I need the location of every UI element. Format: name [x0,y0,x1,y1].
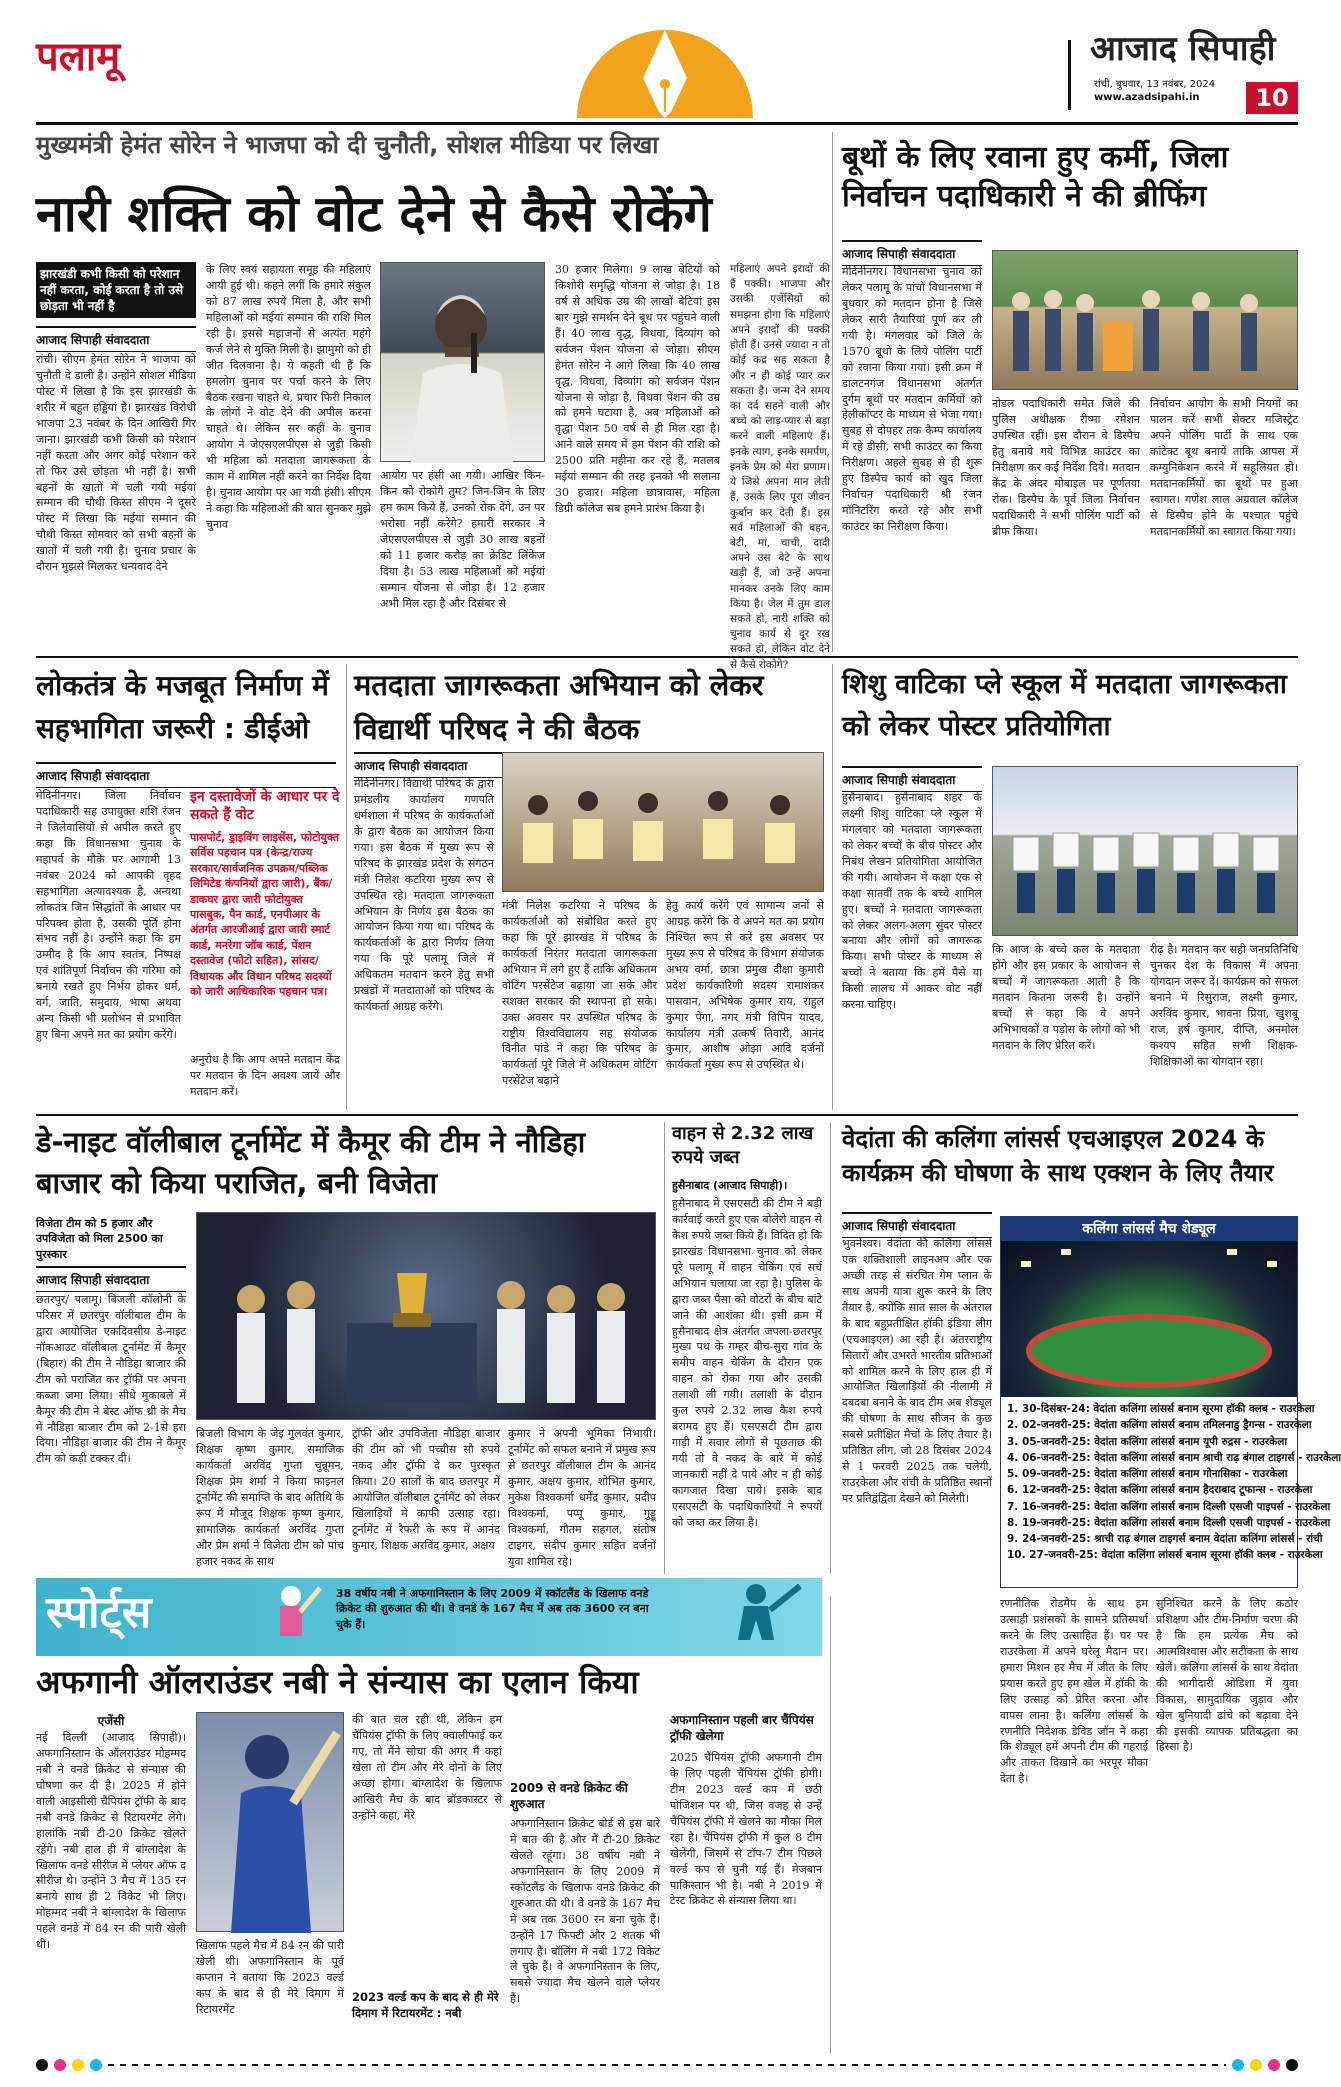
schedule-row: 8. 19-जनवरी-25: वेदांता कलिंगा लांसर्स बनाम दिल्ली एसजी पाइपर्स - राउरकेला [1007,1516,1331,1529]
story1-headline: नारी शक्ति को वोट देने से कैसे रोकेंगे [36,185,712,243]
sports-photo-nabi [196,1712,344,1932]
schedule-row: 10. 27-जनवरी-25: वेदांता कलिंगा लांसर्स बनाम सूरमा हॉकी क्लब - राउरकेला [1007,1549,1323,1562]
paper-name: आजाद सिपाही [1090,29,1276,69]
story8-col2: रणनीतिक रोडमैप के साथ हम उत्साही प्रशंसकों के सामने प्रतिस्पर्धा करने के लिए उत्साहित हैं। घर पर राउरकेला में अपने घरेलू मैदान पर। हमारा मिशन हर मैच में जीत के लिए प्रयास करते हुए हम खेल में हॉकी के लिए उत्साह को प्रेरित करना और वापस लाना है। कलिंगा लांसर्स के रणनीति निदेशक डेविड जॉन ने कहा कि शेड्यूल हमें अपनी टीम की गहराई और ताकत दिखाने का भरपूर मौका देता है। [1000,1597,1148,1786]
story5-col3: रीढ़ है। मतदान कर सही जनप्रतिनिधि चुनकर देश के विकास में अपना योगदान जरूर दें। कार्यक्रम को सफल बनाने में रिसुराज, लक्ष्मी कुमार, अरविंद कुमार, भावना प्रिया, खुशबू राज, हर्ष कुमार, दीप्ति, अनमोल कश्यप सहित सभी शिक्षक-शिक्षिकाओं का योगदान रहा। [1150,943,1298,1068]
sports-col5-head: अफगानिस्तान पहली बार चैंपियंस ट्रॉफी खेलेगा [670,1713,814,1744]
divider [346,664,347,1110]
story6-col1: छतरपुर/ पलामू। बिजली कॉलोनी के परिसर में छतरपुर वॉलीबाल टीम के द्वारा आयोजित एकदिवसीय डे-नाइट नॉकआउट वॉलीबाल टूर्नामेंट में कैमूर (बिहार) की टीम ने नौडिहा बाजार की टीम को पराजित कर ट्रॉफी पर अपना कब्जा जमा लिया। सीधे मुकाबले में कैमूर की टीम ने बेस्ट ऑफ थ्री के मैच में नौडिहा बाजार टीम को 2-1से हरा दिया। नौडिहा बाजार की टीम ने कैमूर टीम को कड़ी टक्कर दी। [36,1293,186,1466]
story5-byline: आजाद सिपाही संवाददाता [842,766,982,792]
story4-photo-meeting [502,752,824,892]
story1-pullquote [36,262,196,318]
story8-col3: सुनिश्चित करने के लिए कठोर प्रशिक्षण और टीम-निर्माण चरण की है कि हम प्रत्येक मैच को आत्मविश्वास और सटीकता के साथ खेलें। कलिंगा लांसर्स के साथ वेदांता की भागीदारी ओडिशा में युवा विकास, सामुदायिक जुड़ाव और खेल बुनियादी ढांचे को बढ़ावा देने की इसकी व्यापक प्रतिबद्धता का हिस्सा है। [1156,1597,1298,1754]
story6-col2: बिजली विभाग के जेइ गुलवंत कुमार, शिक्षक कृष्ण कुमार, समाजिक कार्यकर्ता अरविंद गुप्ता चुन्नूमन, शिक्षक प्रेम शर्मा ने किया फाइनल टूर्नामेंट की समाप्ति के बाद अतिथि के रूप में मौजूद शिक्षक कृष्ण कुमार, सामाजिक कार्यकर्ता अरविंद गुप्ता और प्रेम शर्मा ने विजेता टीम को पांच हजार नकद के साथ [196,1427,344,1568]
divider [830,1596,831,2054]
story5-headline: शिशु वाटिका प्ले स्कूल में मतदाता जागरूकता को लेकर पोस्टर प्रतियोगिता [842,669,1287,742]
row-divider [36,1114,1298,1116]
story2-headline: बूथों के लिए रवाना हुए कर्मी, जिला निर्वाचन पदाधिकारी ने की ब्रीफिंग [842,140,1229,214]
section-title: पलामू [36,34,121,80]
story3-body2: अनुरोध है कि आप अपने मतदान केंद्र पर मतदान के दिन अवश्य जायें और मतदान करें। [190,1053,340,1098]
page-number: 10 [1246,82,1298,114]
story3-callout: इन दस्तावेजों के आधार पर दे सकते हैं वोट [190,789,340,824]
divider [664,1122,665,1574]
story3-headline: लोकतंत्र के मजबूत निर्माण में सहभागिता जरूरी : डीईओ [36,669,329,746]
story1-kicker: मुख्यमंत्री हेमंत सोरेन ने भाजपा को दी चुनौती, सोशल मीडिया पर लिखा [36,131,659,159]
schedule-row: 9. 24-जनवरी-25: श्राची राढ़ बंगाल टाइगर्स बनाम वेदांता कलिंगा लांसर्स - रांची [1007,1533,1323,1546]
divider [832,132,833,652]
story4-col3: हेतु कार्य करेंगे एवं सामान्य जनों से आग्रह करेंगे कि वे अपने मत का प्रयोग निश्चित रूप से करें इस अवसर पर मुख्य रूप से परिषद के विभाग संयोजक अभय वर्मा, छात्रा प्रमुख दीक्षा कुमारी प्रदेश कार्यकारिणी सदस्य रामाशंकर पासवान, अभिषेक कुमार राय, राहुल कुमार पेंगा, नगर मंत्री विपिन यादव, कार्यालय मंत्री उत्कर्ष तिवारी, आनंद कुमार, आशीष ओझा आदि दर्जनों कार्यकर्ता मुख्य रूप से उपस्थित थे। [666,899,824,1072]
story6-col3: ट्रॉफी और उपविजेता नौडिहा बाजार की टीम को भी पच्चीस सौ रुपये नकद और ट्रॉफी दे कर पुरस्कृत किया। 20 सालों के बाद छतरपुर में आयोजित वॉलीबाल टूर्नामेंट को लेकर खिलाड़ियों में काफी उत्साह रहा। टूर्नामेंट में रैफरी के रूप में आनंद कुमार, शिक्षक अरविंद कुमार, अक्षय [352,1427,500,1552]
batsman-silhouette-icon [696,1580,816,1654]
sports-headline: अफगानी ऑलराउंडर नबी ने संन्यास का एलान किया [36,1663,639,1701]
story1-pullquote-text: झारखंडी कभी किसी को परेशान नहीं करता, कोई करता है तो उसे छोड़ता भी नहीं है [40,267,184,314]
story8-col1: भुवनेश्वर। वेदांता की कलिंगा लांसर्स एक शक्तिशाली लाइनअप और एक अच्छी तरह से संरचित गेम प्लान के साथ अपनी यात्रा शुरू करने के लिए तैयार है, क्योंकि सात साल के अंतराल के बाद बहुप्रतीक्षित हॉकी इंडिया लीग (एचआइएल) आ रही है। अंतरराष्ट्रीय सितारों और उभरते भारतीय प्रतिभाओं को शामिल करने के लिए हाल ही में आयोजित खिलाड़ियों की नीलामी में दबदबा बनाने के बाद टीम अब शेड्यूल की घोषणा के साथ सीजन के कुछ सबसे प्रतीक्षित मैचों के लिए तैयार है। प्रतिष्ठित लीग, जो 28 दिसंबर 2024 से 1 फरवरी 2025 तक चलेगी, राउरकेला और रांची के प्रतिष्ठित स्थानों पर प्रतिद्वंद्विता देखने को मिलेगी। [842,1237,992,1505]
story6-byline: आजाद सिपाही संवाददाता [36,1266,186,1292]
schedule-row: 2. 02-जनवरी-25: वेदांता कलिंगा लांसर्स बनाम तमिलनाडु ड्रैगन्स - राउरकेला [1007,1419,1312,1432]
sports-col5: 2025 चैंपियंस ट्रॉफी अफगानी टीम के लिए पहली चैंपियंस ट्रॉफी होगी। टीम 2023 वर्ल्ड कप में छठी पोजिशन पर थी, जिस वजह से उन्हें चैंपियंस ट्रॉफी में खेलने का मौका मिल रहा है। चैंपियंस ट्रॉफी में कुल 8 टीम खेलेंगी, जिसमें से टॉप-7 टीम पिछले वर्ल्ड कप से चुनी गई हैं। मेजबान पाकिस्तान भी है। नबी ने 2019 में टेस्ट क्रिकेट से संन्यास लिया था। [670,1751,822,1908]
story6-col4: कुमार ने अपनी भूमिका निभायी। टूर्नामेंट को सफल बनाने में प्रमुख रूप से छतरपुर वॉलीबाल टीम के आनंद कुमार, अक्षय कुमार, शोभित कुमार, मुकेश विश्वकर्मा धर्मेंद्र कुमार, प्रदीप विश्वकर्मा, पप्पू कुमार, गुड्डू विश्वकर्मा, गौतम सहगल, संतोष टाइगर, संदीप कुमार सहित दर्जनों युवा शामिल रहे। [508,1427,656,1568]
story6-headline: डे-नाइट वॉलीबाल टूर्नामेंट में कैमूर की टीम ने नौडिहा बाजार को किया पराजित, बनी विजेता [36,1125,586,1201]
story1-col3: आयोग पर हंसी आ गयी। आखिर किन-किन को रोकोगे तुम? जिन-जिन के लिए हम काम किये हैं, उनको रोक देंगे, उन पर भरोसा नहीं करेंगे? हमारी सरकार ने जेएसएलपीएस से जुड़ी 30 लाख बहनों को 11 हजार करोड़ का क्रेडिट लिंकेज दिया है। 53 लाख महिलाओं को मईयां सम्मान योजना से जोड़ा है। 12 हजार अभी मिल रहा है और दिसंबर से [380,469,545,610]
sports-teaser: 38 वर्षीय नबी ने अफगानिस्तान के लिए 2009 में स्कॉटलैंड के खिलाफ वनडे क्रिकेट की शुरुआत की थी। वे वनडे के 167 मैच में अब तक 3600 रन बना चुके हैं। [336,1587,649,1631]
story1-col2: के लिए स्वयं सहायता समूह की महिलाएं आयी हुई थी। कहने लगीं कि हमारे संकुल को 87 लाख रुपये मिला है, और सभी महिलाओं को मईयां सम्मान की राशि मिल रही है। इससे महाजनों से अत्यंत महंगे कर्ज लेने से मुक्ति मिली है। झामुमो को ही जीत दिलवाना है। ये कहती थी हैं कि हमलोग चुनाव पर पर्चा करने के लिए बैठक रखना चाहते थे, प्रचार फिरी निकाल के लोगों ने वोट देने की अपील करना चाहते थे। लेकिन सर कहीं के चुनाव आयोग ने जेएसएलपीएस से जुड़ी किसी भी महिला को मतदाता जागरूकता के काम में शामिल नहीं करने का निर्देश दिया है। चुनाव आयोग पर आ गयी हंसी। सीएम ने कहा कि महिलाओं की बात सुनकर मुझे चुनाव [206,263,371,531]
sports-col4: अफगानिस्तान क्रिकेट बोर्ड से इस बारे में बात की है और मैं टी-20 क्रिकेट खेलते रहूंगा। 38 वर्षीय नबी ने अफगानिस्तान के लिए 2009 में स्कॉटलैंड के खिलाफ वनडे क्रिकेट की शुरुआत की थी। वे वनडे के 167 मैच में अब तक 3600 रन बना चुके हैं। उन्होंने 17 फिफ्टी और 2 शतक भी लगाए हैं। बॉलिंग में नबी 172 विकेट ले चुके हैं। वे अफगानिस्तान के लिए, सबसे ज्यादा मैच खेलने वाले प्लेयर हैं। [510,1817,660,2006]
story3-docs: पासपोर्ट, ड्राइविंग लाइसेंस, फोटोयुक्त सर्विस पहचान पत्र (केन्द्र/राज्य सरकार/सार्वजनिक उपक्रम/पब्लिक लिमिटेड कंपनियों द्वारा जारी), बैंक/डाकघर द्वारा जारी फोटोयुक्त पासबुक, पैन कार्ड, एनपीआर के अंतर्गत आरजीआई द्वारा जारी स्मार्ट कार्ड, मनरेगा जॉब कार्ड, पेंशन दस्तावेज (फोटो सहित), सांसद/विधायक और विधान परिषद सदस्यों को जारी आधिकारिक पहचान पत्र। [190,831,340,998]
story8-headline: वेदांता की कलिंगा लांसर्स एचआइएल 2024 के कार्यक्रम की घोषणा के साथ एक्शन के लिए तैयार [842,1125,1274,1188]
story4-col1: मेदिनीनगर। विद्यार्थी परिषद के द्वारा प्रमंडलीय कार्यालय गणपति धर्मशाला में परिषद के कार्यकर्ताओं के द्वारा बैठक का आयोजन किया गया। इस बैठक में मुख्य रूप से परिषद के झारखंड प्रदेश के संगठन मंत्री निलेश कटरिया मुख्य रूप से उपस्थित रहे। मतदाता जागरूकता अभियान के निर्णय इस बैठक का आयोजन किया गया था। परिषद के कार्यकर्ताओं के द्वारा निर्णय लिया गया कि पूरे पलामू जिले में अधिकतम मतदान करने हेतु सभी प्रखंडों में मतदाताओं को परिषद के कार्यकर्ता आग्रह करेंगे। [354,777,494,1014]
story5-col1: हुसैनाबाद। हुसैनाबाद शहर के लक्ष्मी शिशु वाटिका प्ले स्कूल में मंगलवार को मतदाता जागरूकता को लेकर बच्चों के बीच पोस्टर और निबंध लेखन प्रतियोगिता आयोजित की गयी। आयोजन में कक्षा एक से कक्षा सातवीं तक के बच्चे शामिल हुए। बच्चों ने मतदाता जागरूकता को लेकर अलग-अलग सुंदर पोस्टर बनाया और लोगों को जागरूक किया। सभी पोस्टर के माध्यम से बच्चों ने बताया कि हमें पैसे या किसी लालच में आकर वोट नहीं करना चाहिए। [842,791,982,1012]
story3-byline: आजाद सिपाही संवाददाता [36,762,336,788]
story8-byline: आजाद सिपाही संवाददाता [842,1212,992,1238]
story8-col1-cont [842,1630,992,2050]
masthead-rule [36,122,1298,125]
story4-col2: मंत्री निलेश कटरिया ने परिषद के कार्यकर्ताओं को संबोधित करते हुए कहा कि पूरे झारखंड में परिषद के कार्यकर्ता निरंतर मतदाता जागरूकता अभियान में लगे हुए हैं ताकि अधिकतम वोटिंग परसेंटेज बढ़ाया जा सके और सशक्त सरकार की स्थापना हो सके। उक्त अवसर पर उपस्थित परिषद के राष्ट्रीय विश्वविद्यालय सह संयोजक विनीत पांडे ने कहा कि परिषद के कार्यकर्ता पूरे जिले में अधिकतम वोटिंग परसेंटेज बढ़ाने [502,899,657,1088]
story7-byline: हुसैनाबाद (आजाद सिपाही)। [672,1179,788,1192]
story6-photo-trophy [196,1212,656,1420]
story2-col1: मेदिनीनगर। विधानसभा चुनाव को लेकर पलामू के पांचों विधानसभा में बुधवार को मतदान होना है जिसे लेकर सारी तैयारियां पूर्ण कर ली गयी है। मंगलवार को जिले के 1570 बूथों के लिये पोलिंग पार्टी को रवाना किया गया। इसी क्रम में डालटनगंज विधानसभा अंतर्गत दुर्गम बूथों पर मतदान कर्मियों को हेलीकॉप्टर के माध्यम से भेजा गया। सुबह से दोपहर तक कैम्प कार्यालय में रहे डीसी, सभी काउंटर का किया निरीक्षण। अहले सुबह से ही शुरू हुए डिस्पैच कार्य को खुद जिला निर्वाचन पदाधिकारी श्री रंजन मॉनिटरिंग करते रहे और सभी काउंटर का निरीक्षण किया। [842,265,982,533]
schedule-row: 3. 05-जनवरी-25: वेदांता कलिंगा लांसर्स बनाम यूपी रुद्रस - राउरकेला [1007,1435,1288,1448]
story3-body1: मेदिनीनगर। जिला निर्वाचन पदाधिकारी सह उपायुक्त शशि रंजन ने जिलेवासियों से अपील करते हुए कहा कि विधानसभा चुनाव के महापर्व के मौके पर आगामी 13 नवंबर 2024 को आपकी वृहद सहभागिता अत्यावश्यक है, अन्यथा लोकतंत्र जिन सिद्धांतों के आधार पर परिपक्व होता है, उसकी पूर्ति होना संभव नहीं है। उन्होंने कहा कि हम उम्मीद है कि आप स्वतंत्र, निष्पक्ष एवं शांतिपूर्ण निर्वाचन की गरिमा को बनाये रखते हुए निर्भय होकर धर्म, वर्ग, जाति, समुदाय, भाषा अथवा अन्य किसी भी प्रलोभन से प्रभावित हुए बिना अपने मत का प्रयोग करेंगे। [36,789,181,1042]
story1-photo-soren [380,262,545,462]
row-divider [36,656,1298,658]
story2-col3: निर्वाचन आयोग के सभी नियमों का पालन करें सभी सेक्टर मजिस्ट्रेट अपने पोलिंग पार्टी के साथ एक कांटेक्ट बूथ बनायें ताकि आपस में कम्युनिकेशन करने में सहूलियत हो। मतदानकर्मियों का बूथों पर हुआ स्वागत। गणेश लाल अग्रवाल कॉलेज से डिस्पैच होने के पश्चात पहुंचे मतदानकर्मियों का स्वागत किया गया। [1150,397,1298,538]
schedule-row: 5. 09-जनवरी-25: वेदांता कलिंगा लांसर्स बनाम गोनासिका - राउरकेला [1007,1468,1288,1481]
sports-banner-title: स्पोर्ट्स [46,1587,152,1638]
schedule-row: 4. 06-जनवरी-25: वेदांता कलिंगा लांसर्स बनाम श्राची राढ़ बंगाल टाइगर्स - राउरकेला [1007,1451,1341,1464]
story8-stadium-photo [1001,1241,1297,1397]
sports-col3: की बात चल रही थी, लेकिन हम चैंपियंस ट्रॉफी के लिए क्वालीफाई कर गए, तो मैंने सोचा की अगर मैं कहां खेला तो टीम और मेरे दोनों के लिए अच्छा होगा। बांग्लादेश के खिलाफ आखिरी मैच के बाद ब्रॉडकास्टर से उन्होंने कहा, मेरे [352,1713,502,1822]
sports-byline: एजेंसी [97,1714,125,1728]
story4-headline: मतदाता जागरूकता अभियान को लेकर विद्यार्थी परिषद ने की बैठक [354,668,764,746]
story2-col2: नोडल पदाधिकारी समेत जिले की पुलिस अधीक्षक रीष्मा रमेशन उपस्थित रहीं। इस दौरान वे डिस्पैच हेतु बनाये गये विभिन्न काउंटर का निरीक्षण कर कई निर्देश दिये। मतदान केंद्र के अंदर मोबाइल पर पूर्णतया रोक। डिस्पैच के पूर्व जिला निर्वाचन पदाधिकारी ने सभी पोलिंग पार्टी को ब्रीफ किया। [992,397,1140,538]
dateline: रांची, बुधवार, 13 नवंबर, 2024 [1094,79,1216,90]
story1-col1: रांची। सीएम हेमंत सोरेन ने भाजपा को चुनौती दे डाली है। उन्होंने सोशल मीडिया पोस्ट में लिखा है कि इस झारखंडी के शरीर में बहुत हड्डियां हैं। झारखंड विरोधी भाजपा 23 नवंबर के दिन आखिरी गिर जाना। झारखंडी कभी किसी को परेशान नहीं करता और अगर कोई परेशान करे तो फिर उसे छोड़ता भी नहीं है। सभी बहनों के खातों में चली गयी मईयां सम्मान की चौथी किस्त सीएम ने दूसरे पोस्ट में लिखा कि मईयां सम्मान की चौथी किस्त सोमवार को सभी बहनों के खातों में चली गयी है। चुनाव प्रचार के दौरान मुझसे मिलकर धन्यवाद देने [36,353,196,574]
story1-byline: आजाद सिपाही संवाददाता [36,326,196,352]
sports-col4-head: 2009 से वनडे क्रिकेट की शुरुआत [510,1781,628,1812]
story8-schedule-list [1001,1397,1341,1568]
divider [830,1122,831,1574]
story5-photo-posters [992,766,1298,936]
story2-photo-dispatch [992,250,1298,390]
story7-body: हुसैनाबाद में एसएसटी की टीम ने बड़ी कार्रवाई करते हुए एक बोलेरो वाहन से कैश रुपये जब्त किये हैं। विदित हो कि झारखंड विधानसभा चुनाव को लेकर पूरे पलामू में वाहन चेकिंग एवं सर्च अभियान चलाया जा रहा है। पुलिस के द्वारा जब्त पैसा को वोटरों के बीच बांटे जाने की आशंका थी। इसी क्रम में हुसैनाबाद क्षेत्र अंतर्गत जपला-छतरपुर मुख्य पथ के गम्हर बीच-सुरा गांव के समीप वाहन चेकिंग के दौरान एक वाहन को रोका गया और उसकी तलाशी ली गयी। तलाशी के दौरान कुल रुपये 2.32 लाख कैश रुपये बरामद हुए हैं। एसएसटी टीम द्वारा गाड़ी में सवार लोगों से पूछताछ की गयी तो वे नकद के बारे में कोई जानकारी नहीं दे पाये और न ही कोई कागजात दिखा पाये। इसके बाद एसएसटी के पदाधिकारियों ने रुपयों को जब्त कर लिया है। [672,1197,822,1529]
cricket-player-icon [256,1582,326,1652]
sports-banner [36,1578,822,1656]
sports-col2: खिलाफ पहले मैच में 84 रन की पारी खेली थी। अफगानिस्तान के पूर्व कप्तान ने बताया कि 2023 वर्ल्ड कप के बाद से ही मेरे दिमाग में रिटायरमेंट [196,1939,344,2016]
schedule-row: 7. 16-जनवरी-25: वेदांता कलिंगा लांसर्स बनाम दिल्ली एसजी पाइपर्स - राउरकेला [1007,1500,1331,1513]
story4-byline: आजाद सिपाही संवाददाता [354,752,654,778]
masthead [0,0,1325,118]
footer-registration-bar [36,2058,1298,2072]
story1-col5: महिलाएं अपने इरादों की हैं पक्की। भाजपा और उसकी एजेंसियों को समझना होगा कि महिलाएं अपने इरादों की पक्की होती हैं। उनसे ज्यादा न तो कोई कद्र सह सकता है और न ही कोई प्यार कर सकता है। जन्म देने समय का दर्द सहने वाली और बच्चे को लाड़-प्यार से बड़ा करने वाली महिलाएं हैं। इनके त्याग, इनके समर्पण, इनके प्रेम को मेरा प्रणाम। ये जिसे अपना मान लेती हैं, उसके लिए पूरा जीवन कुर्बान कर देती हैं। इस सर्व महिलाओं की बहन, बेटी, मां, चाची, दादी अपने उस बेटे के साथ खड़ी हैं, जो उन्हें अपना मानकर उनके लिए काम किया है। जेल में तुम डाल सकते हो, नारी शक्ति को चुनाव कार्य से दूर रख सकते हो, लेकिन वोट देने से कैसे रोकोगे? [730,263,830,671]
story8-schedule-box [1000,1216,1341,1588]
sports-col1: नई दिल्ली (आजाद सिपाही)। अफगानिस्तान के ऑलराउंडर मोहम्मद नबी ने वनडे क्रिकेट से संन्यास की घोषणा कर दी है। 2025 में होने वाली आइसीसी चैंपियंस ट्रॉफी के बाद नबी वनडे क्रिकेट से रिटायरमेंट लेंगे। हालांकि नबी टी-20 क्रिकेट खेलते रहेंगे। नबी हाल ही में बांग्लादेश के खिलाफ वनडे सीरीज में प्लेयर ऑफ द सीरीज थे। उन्होंने 3 मैच में 135 रन बनाये साथ ही 2 विकेट भी लिए। मोहम्मद नबी ने बांग्लादेश के खिलाफ पहले वनडे में 84 रन की पारी खेली थी। [36,1731,186,1952]
story7-headline: वाहन से 2.32 लाख रुपये जब्त [672,1123,814,1169]
story1-col4: 30 हजार मिलेगा। 9 लाख बेटियों को किशोरी समृद्धि योजना से जोड़ा है। 18 वर्ष से अधिक उम्र की लाखों बेटियां इस बार मुझे समर्थन देने बूथ पर पहुंचने वाली हैं। 40 लाख वृद्ध, विधवा, दिव्यांग को सर्वजन पेंशन योजना से जोड़ा। सीएम हेमंत सोरेन ने आगे लिखा कि 40 लाख वृद्ध, विधवा, दिव्यांग को सर्वजन पेंशन योजना से जोड़ा है, विधवा पेंशन की उम्र को हमने घटाया है, अब महिलाओं को वृद्धा पेंशन 50 वर्ष से ही मिल रहा है। आने वाले समय में हम पेंशन की राशि को 2500 प्रति महीना कर रहे हैं, मतलब मईयां सम्मान की तरह इनको भी सलाना 30 हजार। महिला छात्रावास, महिला डिग्री कॉलेज सब हमने प्रारंभ किया है। [555,263,720,516]
story6-subhead: विजेता टीम को 5 हजार और उपविजेता को मिला 2500 का पुरस्कार [36,1217,163,1261]
story2-byline: आजाद सिपाही संवाददाता [842,240,982,266]
sports-col2-caption: 2023 वर्ल्ड कप के बाद से ही मेरे दिमाग में रिटायरमेंट : नबी [352,1990,499,2020]
story5-col2: कि आज के बच्चे कल के मतदाता होंगे और इस प्रकार के आयोजन से बच्चों में जागरूकता आती है कि मतदान कितना जरूरी है। उन्होंने बच्चों से कहा कि वे अपने अभिभावकों व पड़ोस के लोगों को भी मतदान के लिए प्रेरित करें। [992,943,1140,1052]
story8-schedule-title: कलिंगा लांसर्स मैच शेड्यूल [1001,1217,1297,1241]
schedule-row: 1. 30-दिसंबर-24: वेदांता कलिंगा लांसर्स बनाम सूरमा हॉकी क्लब - राउरकेला [1007,1403,1315,1415]
website: www.azadsipahi.in [1094,92,1200,103]
masthead-divider [1068,40,1071,110]
sun-logo [565,0,765,118]
schedule-row: 6. 12-जनवरी-25: वेदांता कलिंगा लांसर्स बनाम हैदराबाद टूफान्स - राउरकेला [1007,1484,1313,1497]
divider [832,664,833,1110]
